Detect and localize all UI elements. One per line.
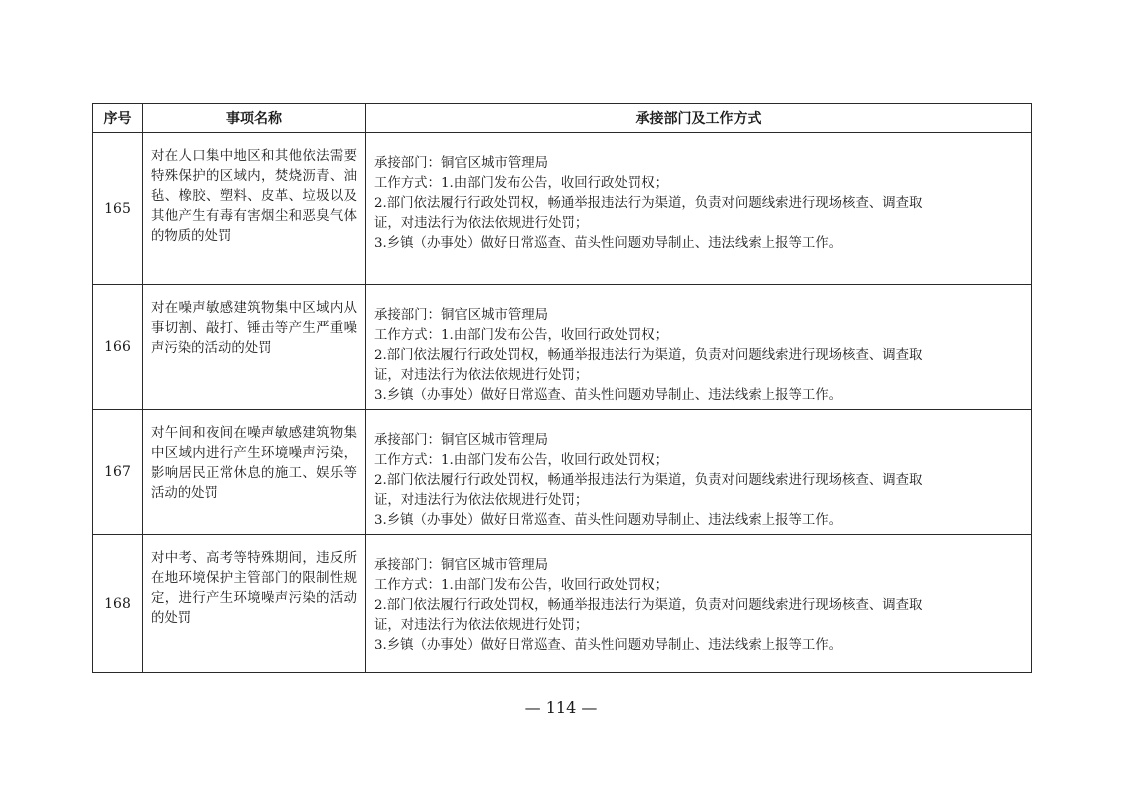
- work-method-step-2: 2.部门依法履行行政处罚权，畅通举报违法行为渠道，负责对问题线索进行现场核查、调查取: [374, 348, 923, 363]
- table-row: [93, 133, 1032, 285]
- department-line: 承接部门：铜官区城市管理局: [374, 558, 549, 573]
- work-method-line: 工作方式：1.由部门发布公告，收回行政处罚权；: [374, 328, 668, 343]
- work-method-step-2: 2.部门依法履行行政处罚权，畅通举报违法行为渠道，负责对问题线索进行现场核查、调查取: [374, 598, 923, 613]
- department-line: 承接部门：铜官区城市管理局: [374, 433, 549, 448]
- department-method: [366, 535, 1032, 673]
- row-number: 167: [93, 410, 143, 535]
- department-method: [366, 285, 1032, 410]
- row-number: 166: [93, 285, 143, 410]
- work-method-step-2-cont: 证，对违法行为依法依规进行处罚；: [374, 216, 589, 231]
- table-row: [93, 410, 1032, 535]
- work-method-line: 工作方式：1.由部门发布公告，收回行政处罚权；: [374, 176, 668, 191]
- department-method: [366, 133, 1032, 285]
- department-line: 承接部门：铜官区城市管理局: [374, 156, 549, 171]
- work-method-step-3: 3.乡镇（办事处）做好日常巡查、苗头性问题劝导制止、违法线索上报等工作。: [374, 638, 843, 653]
- row-number: 168: [93, 535, 143, 673]
- work-method-step-3: 3.乡镇（办事处）做好日常巡查、苗头性问题劝导制止、违法线索上报等工作。: [374, 513, 843, 528]
- item-name: 对在人口集中地区和其他依法需要特殊保护的区域内，焚烧沥青、油毡、橡胶、塑料、皮革、垃圾以及其他产生有毒有害烟尘和恶臭气体的物质的处罚: [143, 133, 366, 285]
- work-method-step-2-cont: 证，对违法行为依法依规进行处罚；: [374, 618, 589, 633]
- work-method-step-2: 2.部门依法履行行政处罚权，畅通举报违法行为渠道，负责对问题线索进行现场核查、调查取: [374, 473, 923, 488]
- page-number: — 114 —: [524, 698, 598, 717]
- work-method-step-2-cont: 证，对违法行为依法依规进行处罚；: [374, 368, 589, 383]
- header-number: 序号: [93, 104, 143, 133]
- table-row: [93, 285, 1032, 410]
- department-line: 承接部门：铜官区城市管理局: [374, 308, 549, 323]
- header-item-name: 事项名称: [143, 104, 366, 133]
- work-method-step-2: 2.部门依法履行行政处罚权，畅通举报违法行为渠道，负责对问题线索进行现场核查、调查取: [374, 196, 923, 211]
- work-method-line: 工作方式：1.由部门发布公告，收回行政处罚权；: [374, 453, 668, 468]
- items-table: [92, 103, 1032, 673]
- department-method: [366, 410, 1032, 535]
- item-name: 对午间和夜间在噪声敏感建筑物集中区域内进行产生环境噪声污染，影响居民正常休息的施工、娱乐等活动的处罚: [143, 410, 366, 535]
- item-name: 对在噪声敏感建筑物集中区域内从事切割、敲打、锤击等产生严重噪声污染的活动的处罚: [143, 285, 366, 410]
- item-name: 对中考、高考等特殊期间，违反所在地环境保护主管部门的限制性规定，进行产生环境噪声污染的活动的处罚: [143, 535, 366, 673]
- table-header-row: [93, 104, 1032, 133]
- work-method-line: 工作方式：1.由部门发布公告，收回行政处罚权；: [374, 578, 668, 593]
- row-number: 165: [93, 133, 143, 285]
- work-method-step-2-cont: 证，对违法行为依法依规进行处罚；: [374, 493, 589, 508]
- work-method-step-3: 3.乡镇（办事处）做好日常巡查、苗头性问题劝导制止、违法线索上报等工作。: [374, 236, 843, 251]
- work-method-step-3: 3.乡镇（办事处）做好日常巡查、苗头性问题劝导制止、违法线索上报等工作。: [374, 388, 843, 403]
- table-row: [93, 535, 1032, 673]
- header-department: 承接部门及工作方式: [366, 104, 1032, 133]
